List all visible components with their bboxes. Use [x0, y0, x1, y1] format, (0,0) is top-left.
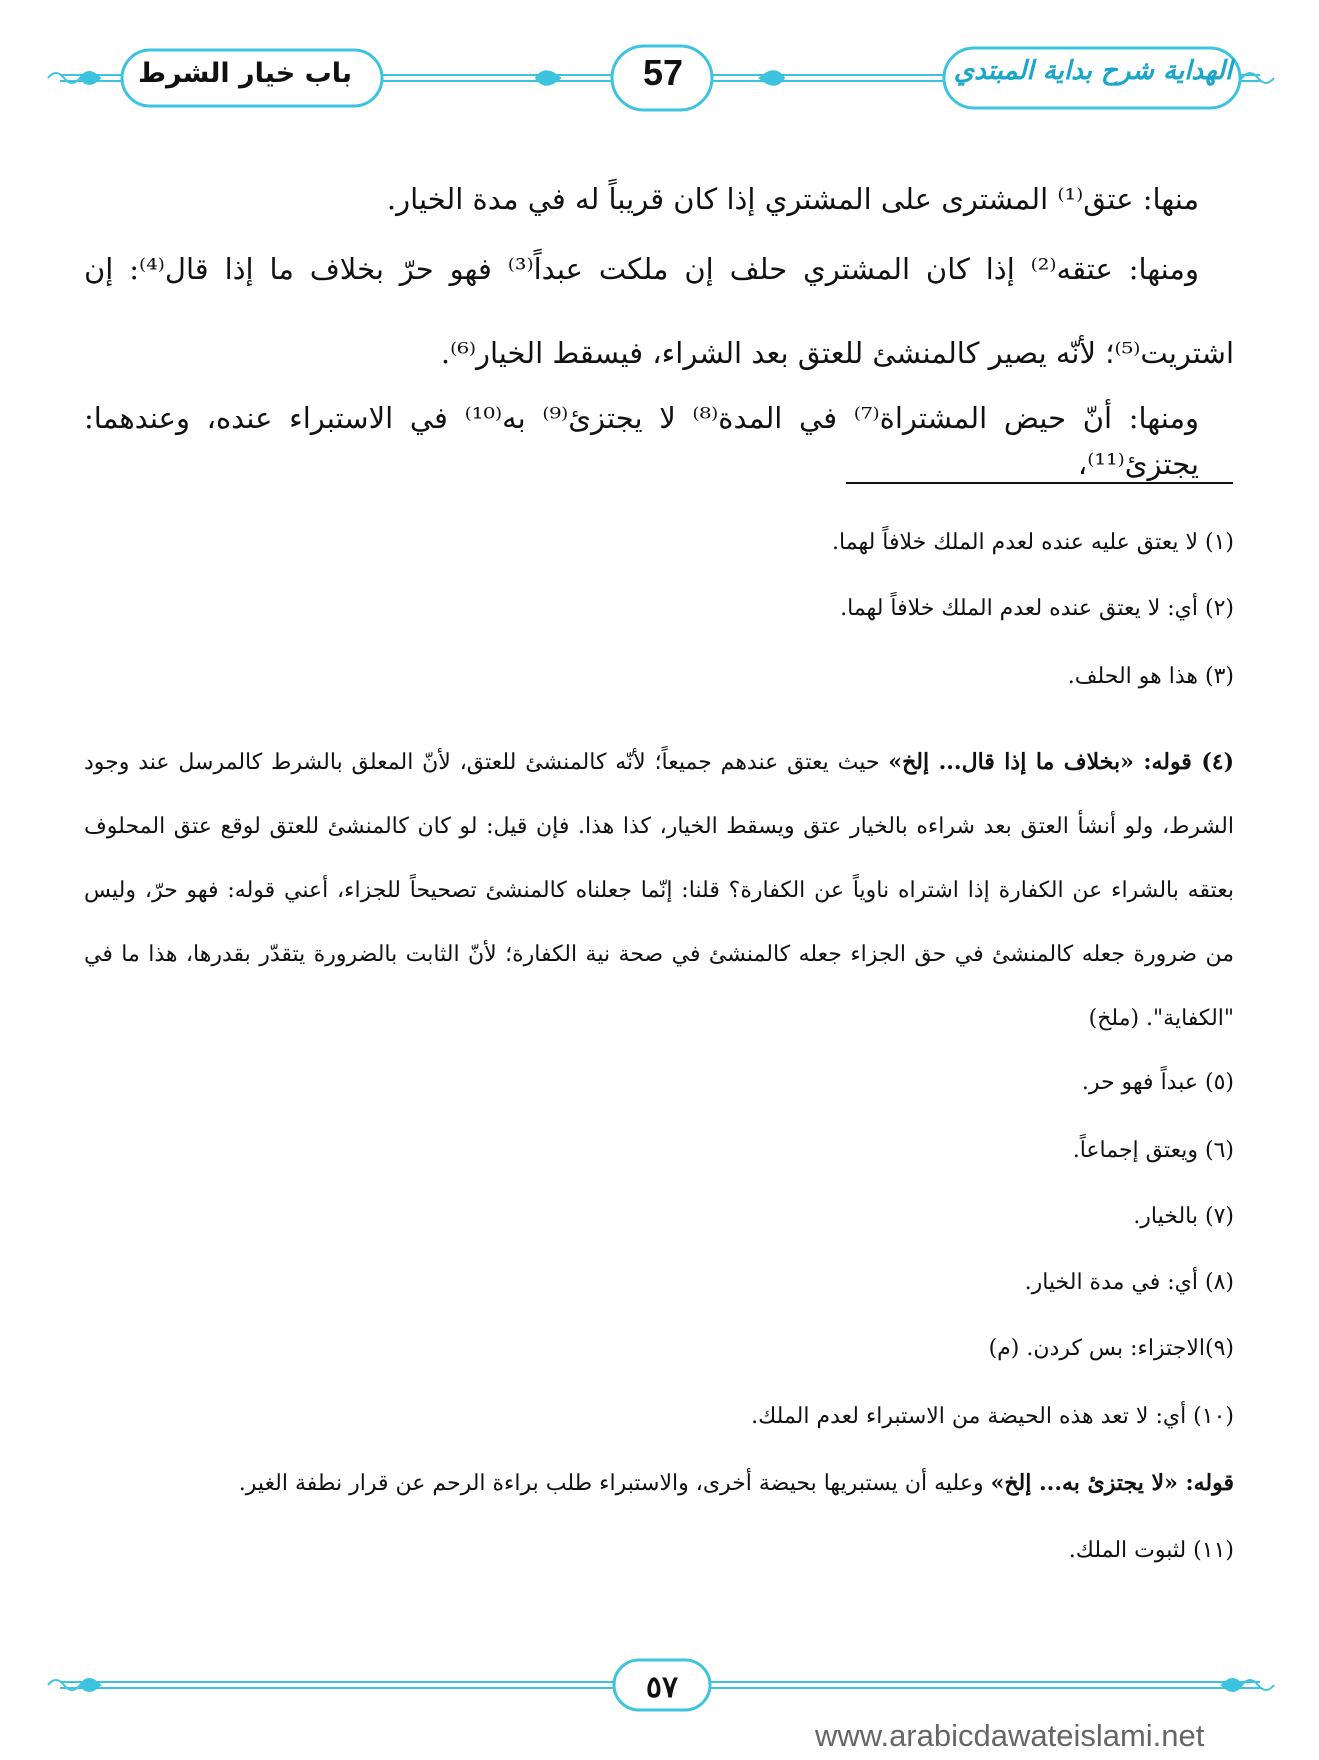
footnote-11: (١١) لثبوت الملك. — [1068, 1538, 1234, 1563]
footnote-separator — [846, 482, 1233, 484]
footnote-7: (٧) بالخيار. — [1133, 1204, 1234, 1229]
footnote-4-label: (٤) قوله: «بخلاف ما إذا قال... إلخ» — [888, 749, 1234, 775]
main-paragraph-3: اشتريت⁽⁵⁾؛ لأنّه يصير كالمنشئ للعتق بعد الشراء، فيسقط الخيار⁽⁶⁾. — [440, 336, 1234, 370]
footnote-5: (٥) عبداً فهو حر. — [1081, 1070, 1234, 1095]
footnote-4-text: حيث يعتق عندهم جميعاً؛ لأنّه كالمنشئ للعتق، لأنّ المعلق بالشرط كالمرسل عند وجود الشرط، ولو أنشأ العتق بعد شراءه بالخيار عتق ويسقط الخيار، كذا هذا. فإن قيل: لو كان كالمنشئ للعتق لوقع عتق المحلوف بعتقه بالشراء عن الكفارة إذا اشتراه ناوياً عن الكفارة؟ قلنا: إنّما جعلناه كالمنشئ تصحيحاً للجزاء، أعني قوله: فهو حرّ، وليس من ضرورة جعله كالمنشئ في حق الجزاء جعله كالمنشئ في صحة نية الكفارة؛ لأنّ الثابت بالضرورة يتقدّر بقدرها، هذا ما في "الكفاية". (ملخ) — [84, 750, 1234, 1031]
main-paragraph-1: منها: عتق⁽¹⁾ المشترى على المشتري إذا كان قريباً له في مدة الخيار. — [386, 182, 1199, 216]
footnote-8: (٨) أي: في مدة الخيار. — [1024, 1270, 1234, 1295]
footnote-6: (٦) ويعتق إجماعاً. — [1072, 1138, 1234, 1163]
chapter-title: باب خيار الشرط — [137, 58, 353, 89]
footnote-2: (٢) أي: لا يعتق عنده لعدم الملك خلافاً لهما. — [840, 596, 1234, 621]
footer-url: www.arabicdawateislami.net — [815, 1718, 1205, 1753]
page-number-bottom: ٥٧ — [645, 1670, 679, 1705]
footnote-4 — [84, 730, 1234, 1051]
footnote-note-label: قوله: «لا يجتزئ به... إلخ» — [990, 1470, 1234, 1496]
footnote-1: (١) لا يعتق عليه عنده لعدم الملك خلافاً لهما. — [832, 530, 1234, 555]
footnote-10: (١٠) أي: لا تعد هذه الحيضة من الاستبراء لعدم الملك. — [751, 1404, 1234, 1429]
footnote-note — [84, 1470, 1234, 1496]
page-number: 57 — [642, 52, 684, 93]
book-title: الهداية شرح بداية المبتدي — [953, 56, 1233, 86]
footnote-9: (٩)الاجتزاء: بس كردن. (م) — [988, 1336, 1234, 1361]
main-paragraph-4: ومنها: أنّ حيض المشتراة⁽⁷⁾ في المدة⁽⁸⁾ لا يجتزئ⁽⁹⁾ به⁽¹⁰⁾ في الاستبراء عنده، وعندهما: يجتزئ⁽¹¹⁾، — [84, 401, 1199, 482]
footnote-3: (٣) هذا هو الحلف. — [1067, 664, 1234, 689]
footnote-note-text: وعليه أن يستبريها بحيضة أخرى، والاستبراء طلب براءة الرحم عن قرار نطفة الغير. — [238, 1471, 984, 1496]
main-paragraph-2: ومنها: عتقه⁽²⁾ إذا كان المشتري حلف إن ملكت عبداً⁽³⁾ فهو حرّ بخلاف ما إذا قال⁽⁴⁾: إن — [84, 252, 1199, 286]
